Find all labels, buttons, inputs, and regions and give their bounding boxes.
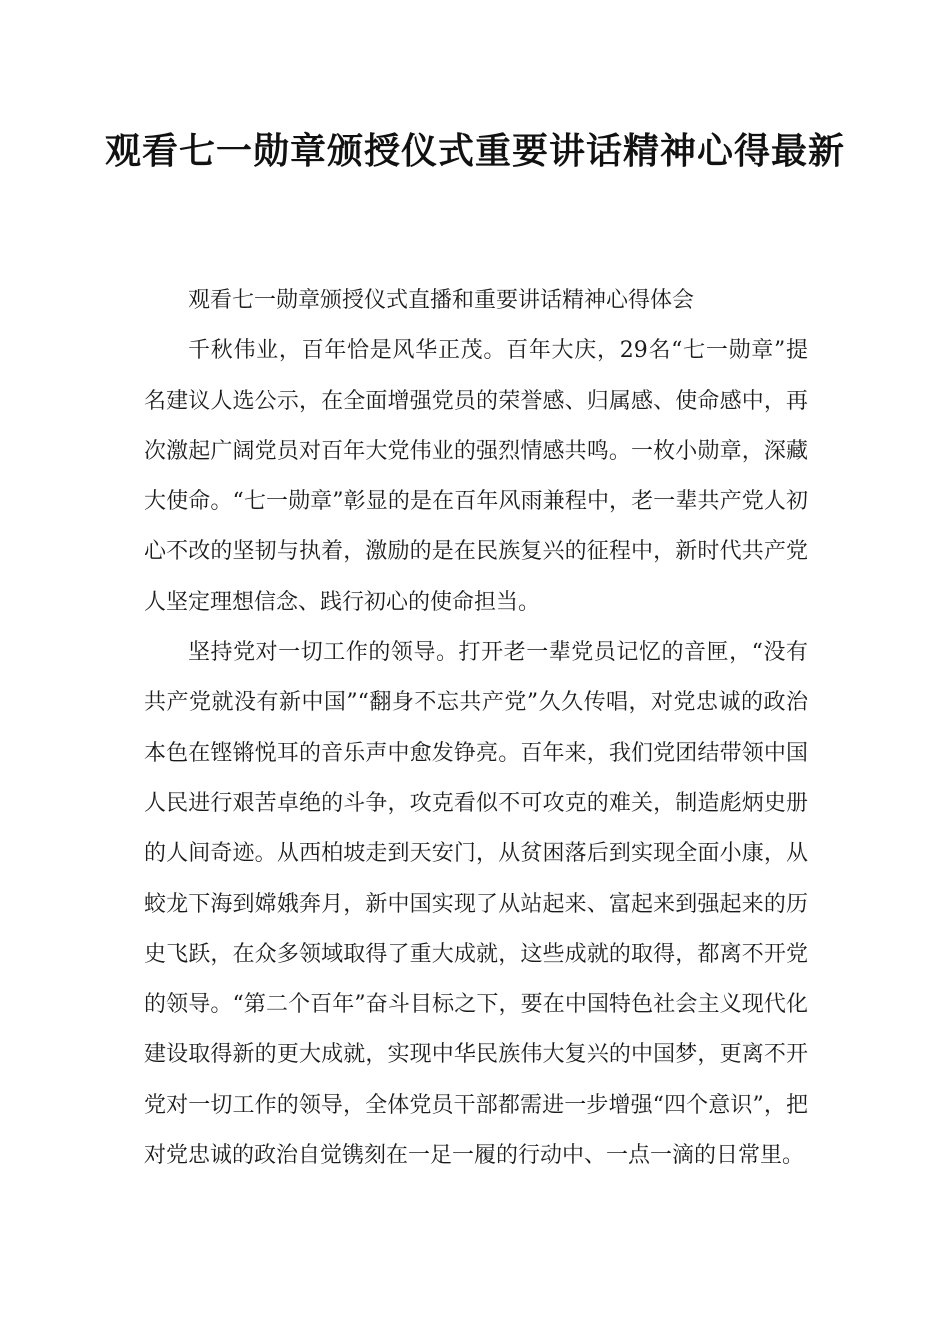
document-body [144,276,808,1181]
document-title: 观看七一勋章颁授仪式重要讲话精神心得最新 [104,131,845,172]
subtitle-paragraph: 观看七一勋章颁授仪式直播和重要讲话精神心得体会 [188,288,695,313]
body-paragraph: 千秋伟业，百年恰是风华正茂。百年大庆，29名“七一勋章”提名建议人选公示，在全面增强党员的荣誉感、归属感、使命感中，再次激起广阔党员对百年大党伟业的强烈情感共鸣。一枚小勋章，深藏大使命。“七一勋章”彰显的是在百年风雨兼程中，老一辈共产党人初心不改的坚韧与执着，激励的是在民族复兴的征程中，新时代共产党人坚定理想信念、践行初心的使命担当。 [144,338,808,615]
body-paragraph: 坚持党对一切工作的领导。打开老一辈党员记忆的音匣，“没有共产党就没有新中国”“翻身不忘共产党”久久传唱，对党忠诚的政治本色在铿锵悦耳的音乐声中愈发铮亮。百年来，我们党团结带领中国人民进行艰苦卓绝的斗争，攻克看似不可攻克的难关，制造彪炳史册的人间奇迹。从西柏坡走到天安门，从贫困落后到实现全面小康，从蛟龙下海到嫦娥奔月，新中国实现了从站起来、富起来到强起来的历史飞跃，在众多领域取得了重大成就，这些成就的取得，都离不开党的领导。“第二个百年”奋斗目标之下，要在中国特色社会主义现代化建设取得新的更大成就，实现中华民族伟大复兴的中国梦，更离不开党对一切工作的领导，全体党员干部都需进一步增强“四个意识”，把对党忠诚的政治自觉镌刻在一足一履的行动中、一点一滴的日常里。 [144,640,808,1169]
